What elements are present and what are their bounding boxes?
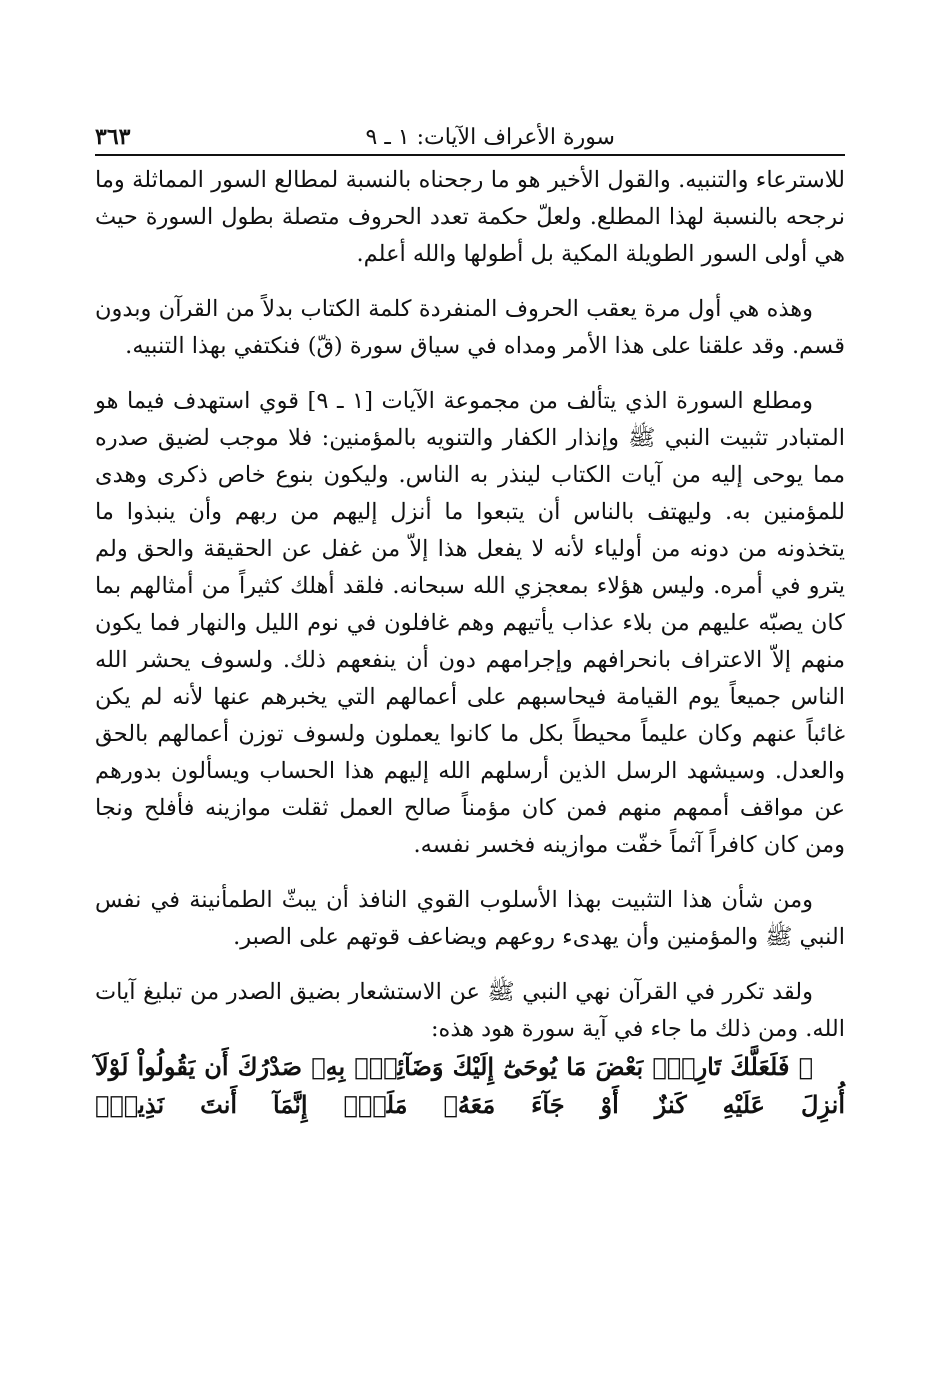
paragraph-5	[95, 974, 845, 1124]
paragraph-2: وهذه هي أول مرة يعقب الحروف المنفردة كلمة الكتاب بدلاً من القرآن وبدون قسم. وقد علقنا على هذا الأمر ومداه في سياق سورة (قّ) فنكتفي بهذا التنبيه.	[95, 296, 845, 359]
paragraph-5-text: ولقد تكرر في القرآن نهي النبي ﷺ عن الاستشعار بضيق الصدر من تبليغ آيات الله. ومن ذلك ما جاء في آية سورة هود هذه:	[95, 979, 845, 1042]
paragraph-4: ومن شأن هذا التثبيت بهذا الأسلوب القوي النافذ أن يبثّ الطمأنينة في نفس النبي ﷺ والمؤمنين وأن يهدىء روعهم ويضاعف قوتهم على الصبر.	[95, 887, 845, 950]
paragraph-1: للاسترعاء والتنبيه. والقول الأخير هو ما رجحناه بالنسبة لمطالع السور المماثلة وما نرجحه بالنسبة لهذا المطلع. ولعلّ حكمة تعدد الحروف متصلة بطول السورة حيث هي أولى السور الطويلة المكية بل أطولها والله أعلم.	[95, 167, 845, 267]
page-number: ٣٦٣	[95, 124, 131, 150]
body-text	[95, 162, 845, 1124]
running-title: سورة الأعراف الآيات: ١ ـ ٩	[365, 125, 615, 150]
quran-verse: ﴿ فَلَعَلَّكَ تَارِكٌۢ بَعْضَ مَا يُوحَىٰٓ إِلَيْكَ وَضَآئِقٌۢ بِهِۦ صَدْرُكَ أَن يَقُولُواْ لَوْلَآ أُنزِلَ عَلَيْهِ كَنزٌ أَوْ جَآءَ مَعَهُۥ مَلَكٌۚ إِنَّمَآ أَنتَ نَذِيرٌۚ	[95, 1052, 845, 1119]
running-header	[95, 110, 845, 156]
page	[95, 110, 845, 1142]
paragraph-3: ومطلع السورة الذي يتألف من مجموعة الآيات [١ ـ ٩] قوي استهدف فيما هو المتبادر تثبيت النبي ﷺ وإنذار الكفار والتنويه بالمؤمنين: فلا موجب لضيق صدره مما يوحى إليه من آيات الكتاب لينذر به الناس. وليكون بنوع خاص ذكرى وهدى للمؤمنين به. وليهتف بالناس أن يتبعوا ما أنزل إليهم من ربهم وأن ينبذوا ما يتخذونه من دونه من أولياء لأنه لا يفعل هذا إلاّ من غفل عن الحقيقة والحق ولم يترو في أمره. وليس هؤلاء بمعجزي الله سبحانه. فلقد أهلك كثيراً من أمثالهم بما كان يصبّه عليهم من بلاء عذاب يأتيهم وهم غافلون في نوم الليل والنهار فما يكون منهم إلاّ الاعتراف بانحرافهم وإجرامهم دون أن ينفعهم ذلك. ولسوف يحشر الله الناس جميعاً يوم القيامة فيحاسبهم على أعمالهم التي يخبرهم عنها لأنه لم يكن غائباً عنهم وكان عليماً محيطاً بكل ما كانوا يعملون ولسوف توزن أعمالهم بالحق والعدل. وسيشهد الرسل الذين أرسلهم الله إليهم هذا الحساب ويسألون بدورهم عن مواقف أممهم منهم فمن كان مؤمناً صالح العمل ثقلت موازينه فأفلح ونجا ومن كان كافراً آثماً خفّت موازينه فخسر نفسه.	[95, 388, 845, 858]
